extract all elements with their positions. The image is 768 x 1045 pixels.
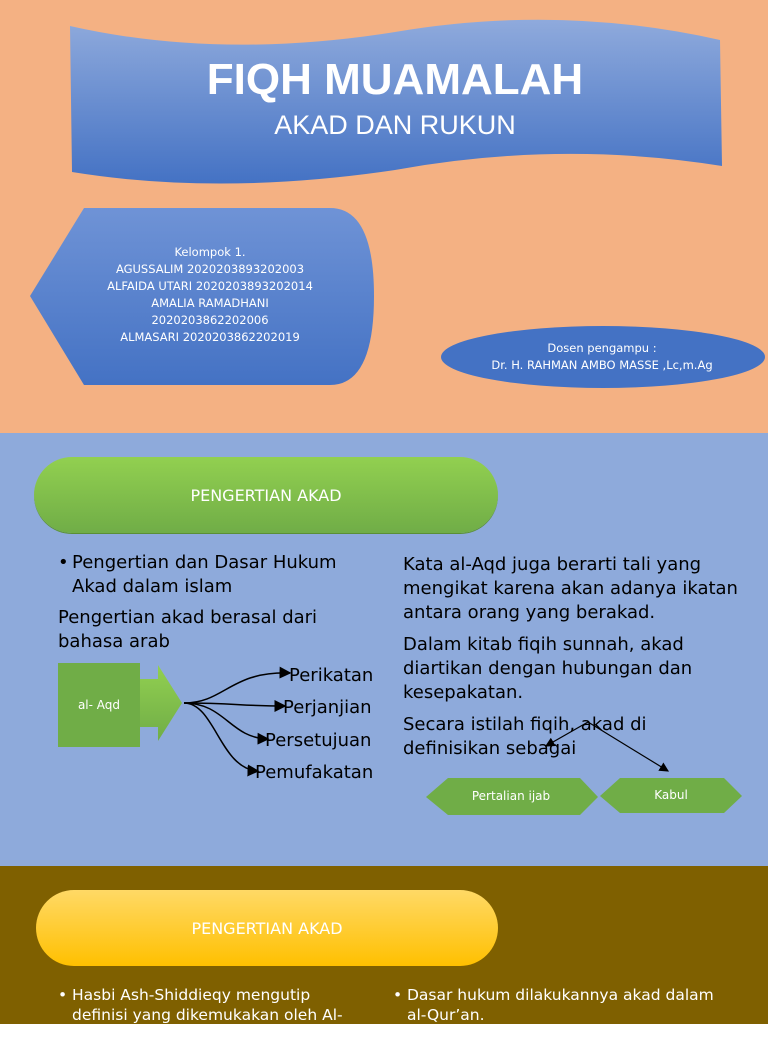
bullet-item (58, 551, 358, 599)
page-subtitle: AKAD DAN RUKUN (274, 110, 516, 140)
group-line: Kelompok 1. (174, 245, 246, 259)
branch-persetujuan: Persetujuan (265, 730, 372, 751)
page-title: FIQH MUAMALAH (206, 55, 584, 104)
bullet-dot: • (393, 986, 403, 1004)
section-heading-pill: PENGERTIAN AKAD (34, 457, 498, 533)
connector-persetujuan (184, 703, 268, 739)
slide-pengertian-akad-2 (0, 866, 768, 1044)
connector-pemufakatan (184, 703, 258, 771)
bullet-text: Dasar hukum dilakukannya akad dalam al-Qur’an. (407, 986, 714, 1024)
group-line: AGUSSALIM 2020203893202003 (115, 262, 305, 276)
bullet-text: Pengertian dan Dasar Hukum Akad dalam islam (72, 552, 337, 597)
paragraph: Secara istilah fiqih, akad di definisikan sebagai (403, 714, 647, 759)
bullet-item-left (58, 985, 358, 1045)
group-members (70, 244, 350, 346)
slide-title (0, 0, 768, 433)
paragraph: Dalam kitab fiqih sunnah, akad diartikan dengan hubungan dan kesepakatan. (403, 634, 693, 703)
dosen-label: Dosen pengampu : (547, 341, 657, 355)
bullet-dot: • (58, 986, 68, 1004)
branch-perjanjian: Perjanjian (283, 697, 372, 718)
definition-text: Pengertian akad berasal dari bahasa arab (58, 607, 318, 652)
dosen-name: Dr. H. RAHMAN AMBO MASSE ,Lc,m.Ag (491, 358, 713, 372)
group-line: AMALIA RAMADHANI (151, 296, 269, 310)
bullet-dot: • (58, 552, 69, 573)
group-line: ALFAIDA UTARI 2020203893202014 (107, 279, 313, 293)
bullet-item-right (393, 985, 723, 1025)
paragraph: Kata al-Aqd juga berarti tali yang mengikat karena akan adanya ikatan antara orang yang berakad. (403, 554, 738, 623)
right-column (403, 553, 748, 769)
group-line: 2020203862202006 (151, 313, 269, 327)
aqd-arrow-head (140, 665, 182, 741)
connector-perikatan (184, 673, 290, 703)
section-heading-pill: PENGERTIAN AKAD (36, 890, 498, 966)
dosen-info (440, 340, 764, 374)
branch-perikatan: Perikatan (289, 665, 374, 686)
hexagon-ijab-label: Pertalian ijab (471, 789, 551, 803)
hexagon-kabul-label: Kabul (654, 788, 688, 802)
branch-pemufakatan: Pemufakatan (255, 762, 374, 783)
group-line: ALMASARI 2020203862202019 (120, 330, 300, 344)
root-box: al- Aqd (58, 663, 140, 747)
slide-pengertian-akad (0, 433, 768, 866)
bullet-text: Hasbi Ash-Shiddieqy mengutip definisi yang dikemukakan oleh Al-Sanbury, (72, 986, 343, 1044)
